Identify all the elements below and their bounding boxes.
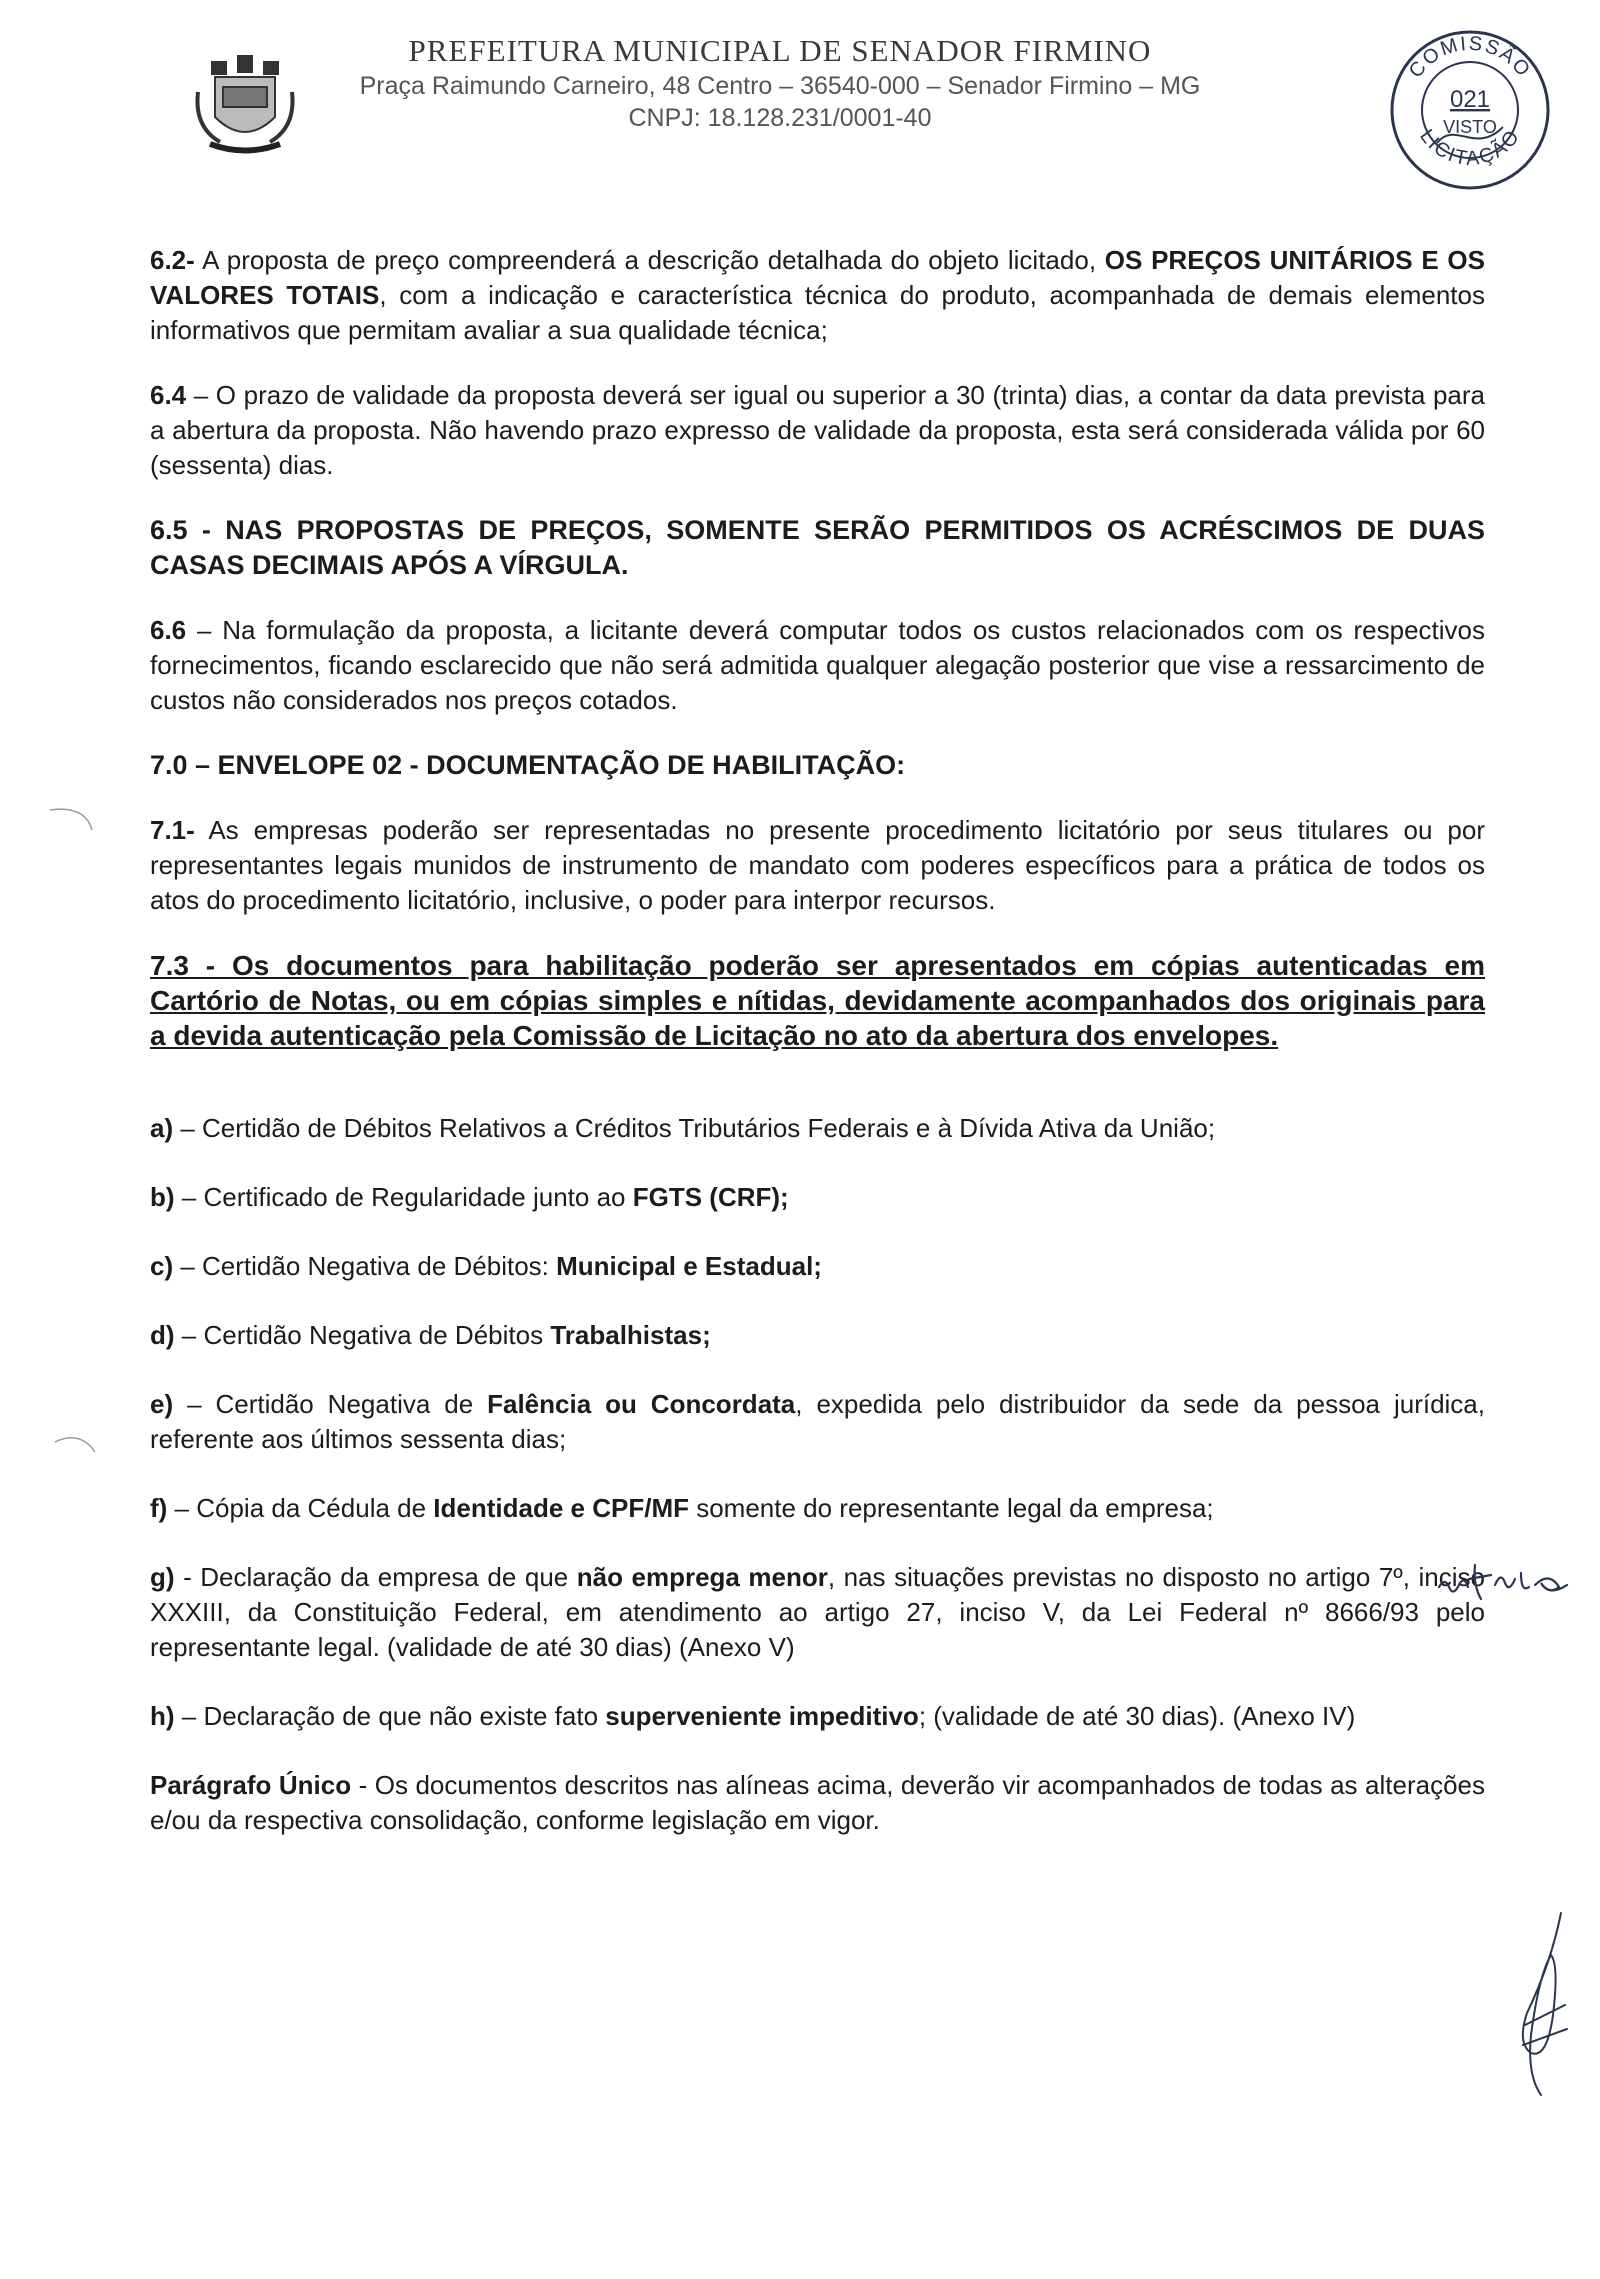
organization-cnpj: CNPJ: 18.128.231/0001-40 [628,104,932,132]
clause-7-1 [150,813,1485,918]
clause-text: – Na formulação da proposta, a licitante deverá computar todos os custos relacionados com os respectivos fornecimentos, ficando esclarecido que não será admitida qualquer alegação posterior que vise a ressarcimento de custos não considerados nos preços cotados. [150,615,1485,715]
item-text: ; (validade de até 30 dias). (Anexo IV) [918,1701,1356,1731]
item-letter: c) [150,1251,174,1281]
handwritten-initials-icon [1435,1555,1570,1610]
item-h [150,1699,1485,1734]
item-text: – Declaração de que não existe fato [174,1701,606,1731]
clause-text: , com a indicação e característica técnica do produto, acompanhada de demais elementos informativos que permitam avaliar a sua qualidade técnica; [150,280,1485,345]
item-letter: b) [150,1182,175,1212]
item-d [150,1318,1485,1353]
punch-hole-mark-icon [45,1430,105,1490]
svg-text:COMISSÃO [1405,33,1536,82]
item-text: – Cópia da Cédula de [167,1493,434,1523]
item-text: – Certidão Negativa de Débitos [174,1320,551,1350]
paragrafo-unico-text: - Os documentos descritos nas alíneas acima, deverão vir acompanhados de todas as alterações e/ou da respectiva consolidação, conforme legislação em vigor. [150,1770,1486,1835]
item-emphasis: Trabalhistas; [550,1320,711,1350]
clause-emphasis: OS PREÇOS UNITÁRIOS E OS VALORES TOTAIS [150,245,1485,310]
punch-hole-mark-icon [40,800,100,860]
item-a [150,1111,1485,1146]
item-text: somente do representante legal da empresa; [688,1493,1214,1523]
letterhead [180,22,1380,162]
clause-6-2 [150,243,1485,348]
clause-text: – O prazo de validade da proposta deverá ser igual ou superior a 30 (trinta) dias, a contar da data prevista para a abertura da proposta. Não havendo prazo expresso de validade da proposta, esta será considerada válida por 60 (sessenta) dias. [150,380,1485,480]
item-letter: g) [150,1562,175,1592]
clause-number: 6.6 [150,615,187,645]
item-letter: h) [150,1701,175,1731]
clause-7-3: 7.3 - Os documentos para habilitação poderão ser apresentados em cópias autenticadas em Cartório de Notas, ou em cópias simples e nítidas, devidamente acompanhados dos originais para a devida autenticação pela Comissão de Licitação no ato da abertura dos envelopes. [150,950,1485,1051]
item-text: – Certidão de Débitos Relativos a Créditos Tributários Federais e à Dívida Ativa da União; [173,1113,1216,1143]
organization-address: Praça Raimundo Carneiro, 48 Centro – 36540-000 – Senador Firmino – MG [359,72,1201,100]
item-g [150,1560,1485,1665]
item-emphasis: não emprega menor [576,1562,828,1592]
clause-number: 7.1- [150,815,195,845]
stamp-bottom-text: LICITAÇÃO [1415,125,1525,170]
item-text: , expedida pelo distribuidor da sede da pessoa jurídica, referente aos últimos sessenta dias; [150,1389,1485,1454]
letterhead-text [180,22,1380,134]
item-b [150,1180,1485,1215]
clause-6-4 [150,378,1485,483]
item-text: - Declaração da empresa de que [174,1562,577,1592]
item-letter: f) [150,1493,168,1523]
item-f [150,1491,1485,1526]
signature-icon [1505,1905,1585,2105]
organization-name: PREFEITURA MUNICIPAL DE SENADOR FIRMINO [408,33,1152,68]
item-emphasis: Municipal e Estadual; [556,1251,822,1281]
item-c [150,1249,1485,1284]
clause-number: 6.2- [150,245,195,275]
stamp-number: 021 [1449,86,1491,113]
clause-number: 6.4 [150,380,187,410]
item-e [150,1387,1485,1457]
item-emphasis: Identidade e CPF/MF [433,1493,689,1523]
paragrafo-unico [150,1768,1485,1838]
item-text: – Certidão Negativa de [173,1389,488,1419]
item-letter: a) [150,1113,174,1143]
item-letter: e) [150,1389,174,1419]
paragrafo-unico-label: Parágrafo Único [150,1770,352,1800]
stamp-top-text: COMISSÃO [1404,32,1536,83]
item-emphasis: FGTS (CRF); [632,1182,789,1212]
item-text: – Certidão Negativa de Débitos: [173,1251,557,1281]
item-emphasis: Falência ou Concordata [487,1389,796,1419]
clause-text: A proposta de preço compreenderá a descrição detalhada do objeto licitado, [194,245,1105,275]
document-body [150,243,1485,1872]
item-letter: d) [150,1320,175,1350]
item-text: – Certificado de Regularidade junto ao [174,1182,633,1212]
clause-text: As empresas poderão ser representadas no presente procedimento licitatório por seus titulares ou por representantes legais munidos de instrumento de mandato com poderes específicos para a prática de todos os atos do procedimento licitatório, inclusive, o poder para interpor recursos. [150,815,1485,915]
commission-stamp-icon [1385,25,1555,195]
clause-6-6 [150,613,1485,718]
clause-6-5: 6.5 - NAS PROPOSTAS DE PREÇOS, SOMENTE SERÃO PERMITIDOS OS ACRÉSCIMOS DE DUAS CASAS DECIMAIS APÓS A VÍRGULA. [150,515,1485,580]
section-7-0-heading: 7.0 – ENVELOPE 02 - DOCUMENTAÇÃO DE HABILITAÇÃO: [150,750,906,780]
stamp-visto-text: VISTO [1443,117,1497,137]
item-text: , nas situações previstas no disposto no artigo 7º, inciso XXXIII, da Constituição Federal, em atendimento ao artigo 27, inciso V, da Lei Federal nº 8666/93 pelo representante legal. (validade de até 30 dias) (Anexo V) [150,1562,1485,1662]
item-emphasis: superveniente impeditivo [605,1701,919,1731]
